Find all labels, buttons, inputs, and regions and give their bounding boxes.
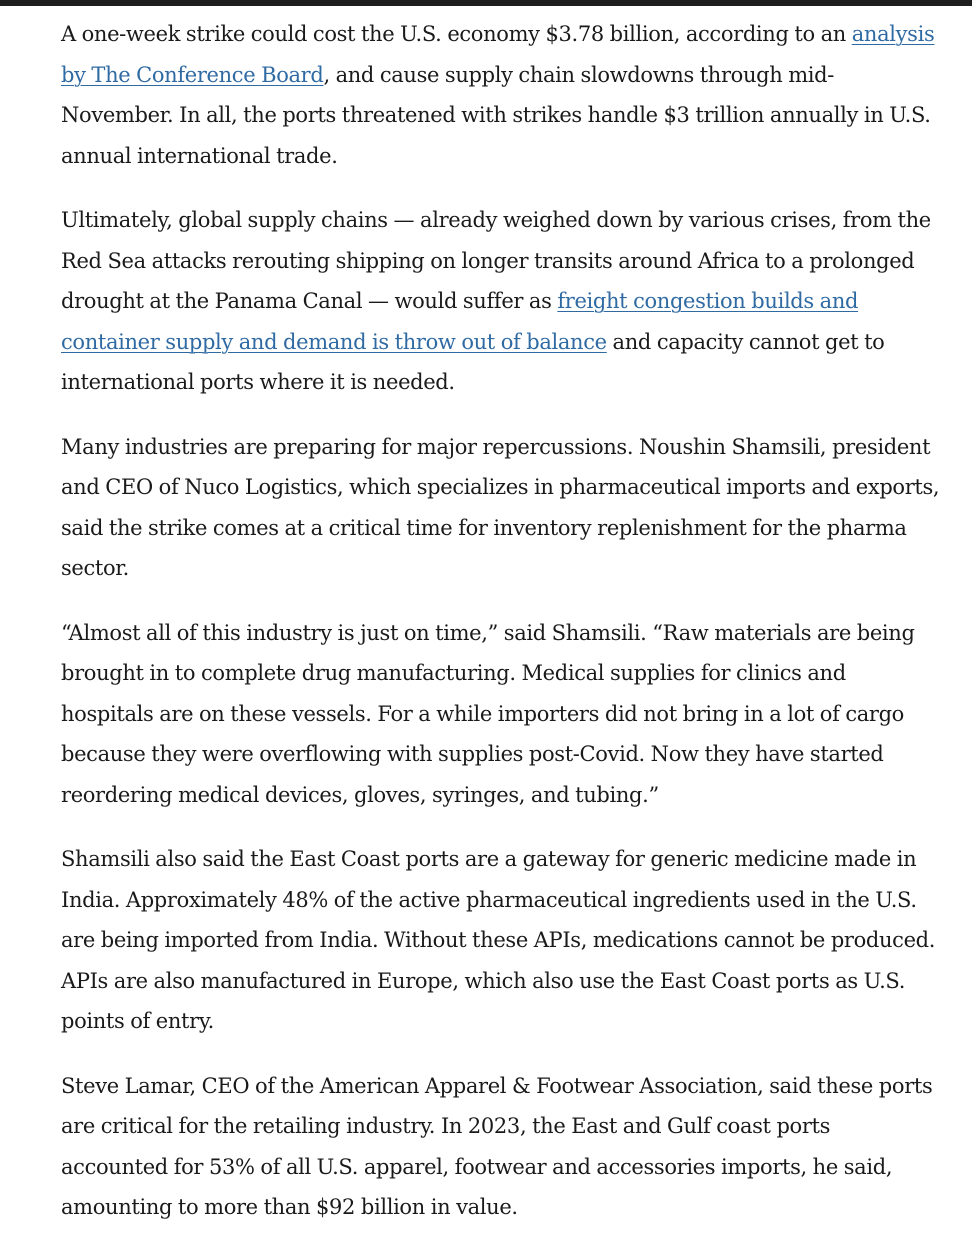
- paragraph-strike-cost: [61, 14, 941, 176]
- paragraph-text: Ultimately, global supply chains — already weighed down by various crises, from the Red Sea attacks rerouting shipping on longer transits around Africa to a prolonged drought at the Panama Canal — would suffer as: [61, 208, 931, 313]
- conference-board-analysis-link[interactable]: analysis by The Conference Board: [61, 22, 935, 87]
- article-body: [61, 14, 941, 1252]
- paragraph-industries-preparing: Many industries are preparing for major repercussions. Noushin Shamsili, president and CEO of Nuco Logistics, which specializes in pharmaceutical imports and exports, said the strike comes at a critical time for inventory replenishment for the pharma sector.: [61, 434, 940, 580]
- paragraph-apparel-footwear: Steve Lamar, CEO of the American Apparel & Footwear Association, said these ports are critical for the retailing industry. In 2023, the East and Gulf coast ports accounted for 53% of all U.S. apparel, footwear and accessories imports, he said, amounting to more than $92 billion in value.: [61, 1073, 933, 1219]
- paragraph-india-generic-medicine: Shamsili also said the East Coast ports are a gateway for generic medicine made in India. Approximately 48% of the active pharmaceutical ingredients used in the U.S. are being imported from India. Without these APIs, medications cannot be produced. APIs are also manufactured in Europe, which also use the East Coast ports as U.S. points of entry.: [61, 847, 936, 1033]
- top-border-bar: [0, 0, 972, 6]
- paragraph-shamsili-quote: “Almost all of this industry is just on time,” said Shamsili. “Raw materials are being brought in to complete drug manufacturing. Medical supplies for clinics and hospitals are on these vessels. For a while importers did not bring in a lot of cargo because they were overflowing with supplies post-Covid. Now they have started reordering medical devices, gloves, syringes, and tubing.”: [61, 620, 915, 807]
- freight-congestion-link[interactable]: freight congestion builds and container supply and demand is throw out of balance: [61, 289, 859, 354]
- paragraph-text: , and cause supply chain slowdowns through mid-November. In all, the ports threatened with strikes handle $3 trillion annually in U.S. annual international trade.: [61, 62, 931, 168]
- paragraph-text: and capacity cannot get to international ports where it is needed.: [61, 329, 885, 394]
- paragraph-global-supply-chains: [61, 200, 941, 403]
- paragraph-text: A one-week strike could cost the U.S. economy $3.78 billion, according to an: [61, 22, 852, 46]
